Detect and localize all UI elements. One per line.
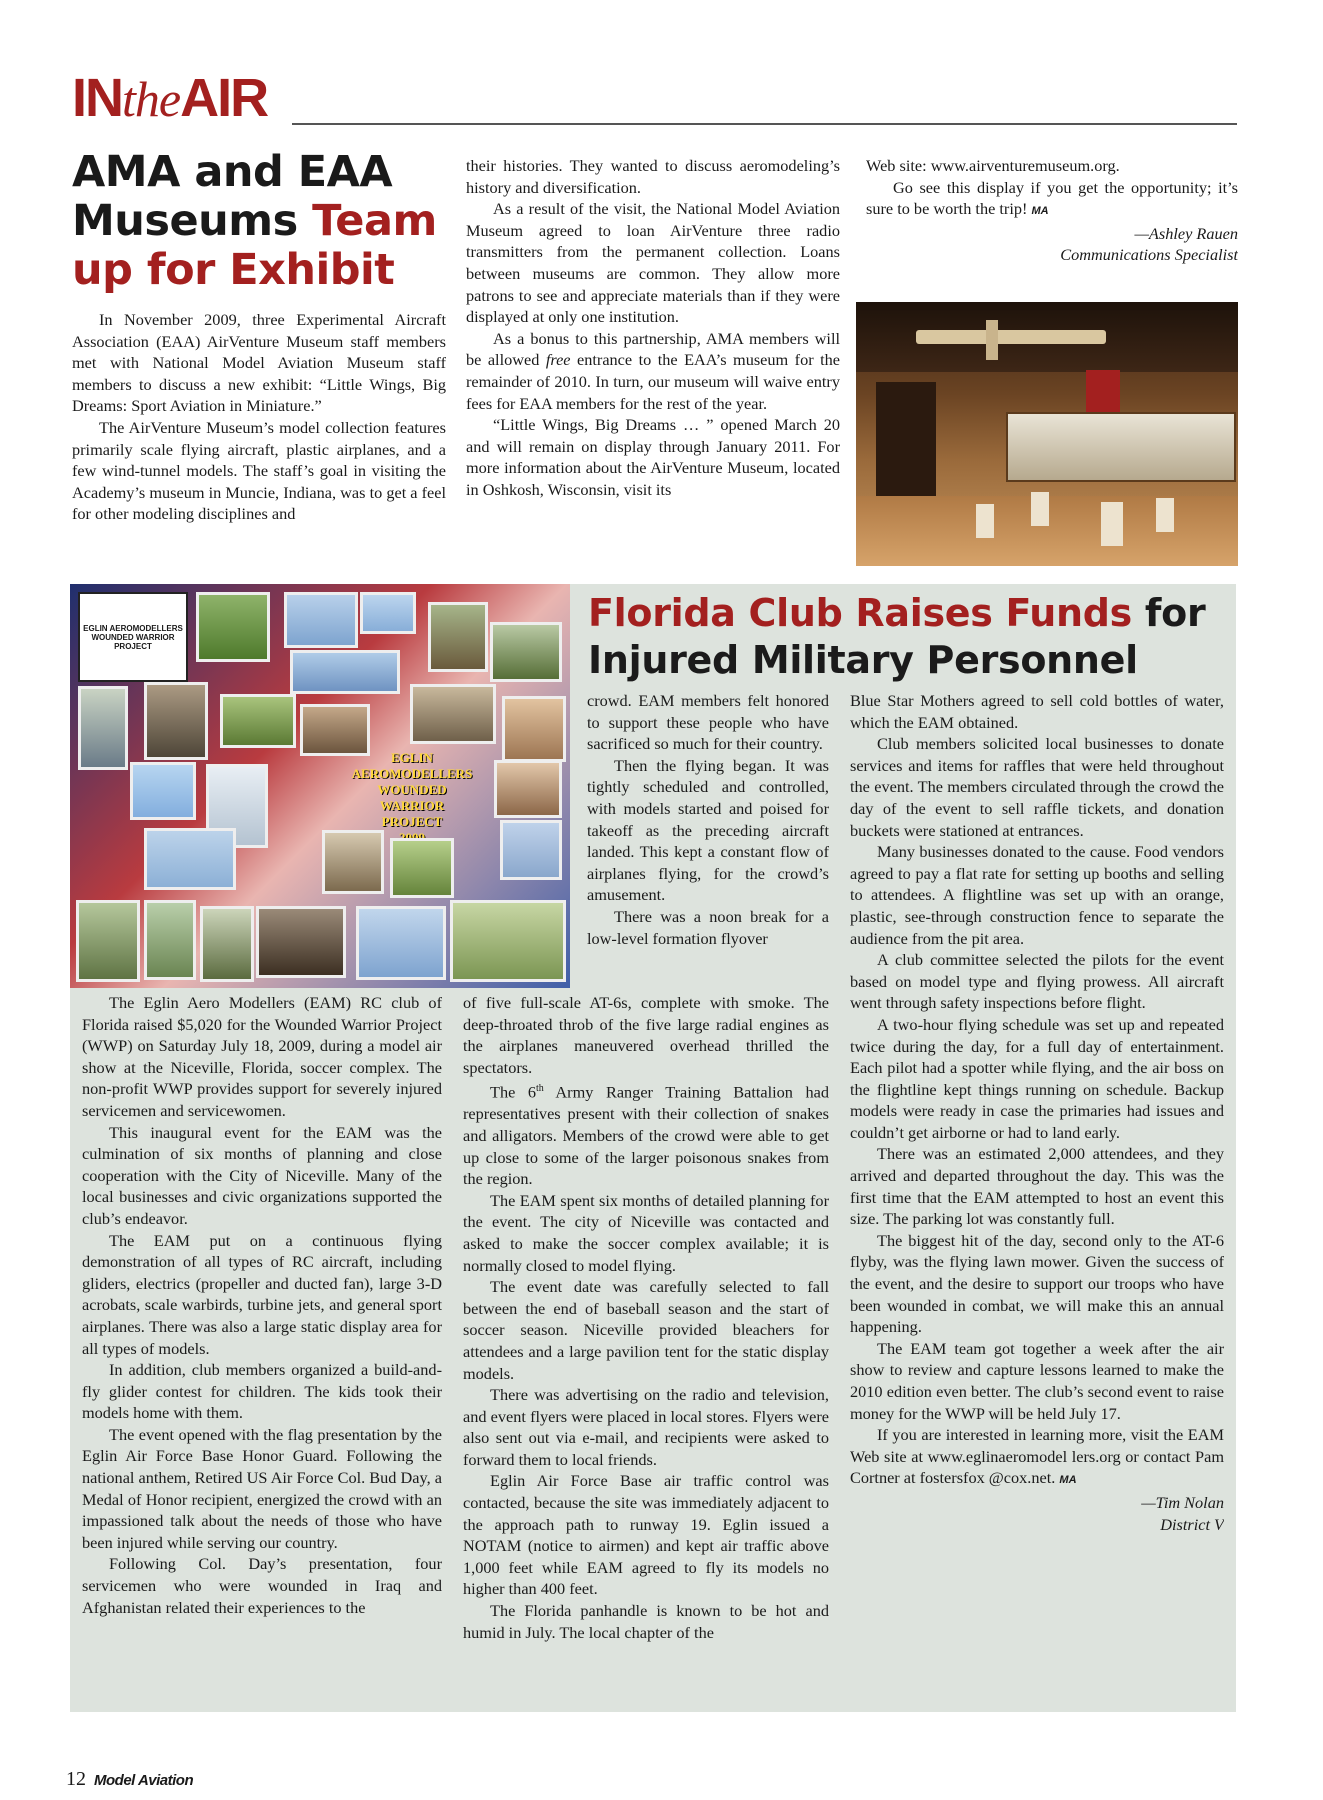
paragraph: The EAM spent six months of detailed planning for the event. The city of Niceville was contacted and asked to make the soccer complex available; it is normally closed to model flying.: [463, 1190, 829, 1275]
paragraph: If you are interested in learning more, visit the EAM Web site at www.eglinaeromodel lers.org or contact Pam Cortner at fostersfox @cox.net. MA: [850, 1425, 1224, 1488]
collage-photo: [450, 900, 566, 982]
collage-photo: [356, 906, 446, 980]
collage-photo: [390, 838, 454, 898]
paragraph: In addition, club members organized a build-and-fly glider contest for children. The kids took their models home with them.: [82, 1360, 442, 1423]
article1-column-3: [866, 155, 1238, 267]
ma-end-mark: MA: [1059, 1474, 1077, 1487]
paragraph: There was a noon break for a low-level formation flyover: [587, 906, 829, 948]
section-header: [72, 68, 1237, 128]
paragraph: The event date was carefully selected to fall between the end of baseball season and the start of soccer season. Niceville provided bleachers for attendees and a large pavilion tent for the static display models.: [463, 1277, 829, 1383]
article1-column-2: [466, 155, 840, 575]
collage-photo: [300, 704, 370, 756]
page-footer: [66, 1768, 193, 1791]
collage-photo: [220, 694, 296, 748]
paragraph: The 6th Army Ranger Training Battalion had representatives present with their collection of snakes and alligators. Members of the crowd were able to get up close to some of the larger poisonous snakes from the region.: [463, 1082, 829, 1189]
paragraph: In November 2009, three Experimental Aircraft Association (EAA) AirVenture Museum staff members met with National Model Aviation Museum staff members to discuss a new exhibit: “Little Wings, Big Dreams: Sport Aviation in Miniature.”: [72, 310, 446, 416]
collage-photo: [144, 900, 196, 980]
collage-photo: [196, 592, 270, 662]
paragraph: The EAM put on a continuous flying demonstration of all types of RC aircraft, including gliders, electrics (propeller and ducted fan), large 3-D acrobats, scale warbirds, turbine jets, and general sport airplanes. There was also a large static display area for all types of models.: [82, 1230, 442, 1358]
collage-photo: [144, 682, 208, 760]
article2-headline: Florida Club Raises Funds for Injured Military Personnel: [588, 591, 1206, 682]
paragraph: Eglin Air Force Base air traffic control was contacted, because the site was immediately adjacent to the approach path to runway 19. Eglin issued a NOTAM (notice to airmen) and kept air traffic above 1,000 feet while EAM agreed to fly its models no higher than 400 feet.: [463, 1471, 829, 1599]
author-title: District V: [1160, 1514, 1224, 1534]
paragraph: As a result of the visit, the National Model Aviation Museum agreed to loan AirVenture three radio transmitters from the permanent collection. Loans between museums are common. They allow more patrons to see and appreciate materials than if they were displayed at only one institution.: [466, 199, 840, 327]
paragraph: Then the flying began. It was tightly scheduled and controlled, with models started and poised for takeoff as the preceding aircraft landed. This kept a constant flow of airplanes flying, for the crowd’s amusement.: [587, 755, 829, 905]
section-brand-logo: INtheAIR: [72, 68, 268, 128]
paragraph: A club committee selected the pilots for the event based on model type and flying prowess. All aircraft went through safety inspections before flight.: [850, 950, 1224, 1013]
paragraph: The biggest hit of the day, second only to the AT-6 flyby, was the flying lawn mower. Given the success of the event, and the desire to support our troops who have been wounded in combat, we will make this an annual happening.: [850, 1230, 1224, 1337]
collage-photo: [494, 760, 562, 818]
paragraph: There was an estimated 2,000 attendees, and they arrived and departed throughout the day. This was the first time that the EAM attempted to host an event this size. The parking lot was constantly full.: [850, 1144, 1224, 1229]
paragraph: The Eglin Aero Modellers (EAM) RC club of Florida raised $5,020 for the Wounded Warrior Project (WWP) on Saturday July 18, 2009, during a model air show at the Niceville, Florida, soccer complex. The non-profit WWP provides support for severely injured servicemen and servicewomen.: [82, 993, 442, 1120]
paragraph: A two-hour flying schedule was set up and repeated twice during the day, for a full day of entertainment. Each pilot had a spotter while flying, and the air boss on the flightline kept things running on schedule. Backup models were ready in case the primaries had issues and couldn’t get airborne or had to land early.: [850, 1014, 1224, 1142]
header-rule: [292, 123, 1237, 125]
paragraph: “Little Wings, Big Dreams … ” opened March 20 and will remain on display through January 2011. For more information about the AirVenture Museum, located in Oshkosh, Wisconsin, visit its: [466, 415, 840, 499]
museum-exhibit-photo: [856, 302, 1238, 566]
wounded-warrior-photo-collage: [70, 584, 570, 988]
paragraph: The Florida panhandle is known to be hot and humid in July. The local chapter of the: [463, 1601, 829, 1642]
collage-photo: [290, 650, 400, 694]
paragraph: their histories. They wanted to discuss aeromodeling’s history and diversification.: [466, 156, 840, 197]
paragraph: Club members solicited local businesses to donate services and items for raffles that were held throughout the event. The members circulated through the crowd the day of the event to sell raffle tickets, and donation buckets were stationed at entrances.: [850, 734, 1224, 840]
collage-photo: [76, 900, 140, 982]
article2-column-3: [850, 690, 1224, 1702]
paragraph: This inaugural event for the EAM was the culmination of six months of planning and close cooperation with the City of Niceville. Many of the local businesses and civic organizations supported the club’s endeavor.: [82, 1122, 442, 1228]
collage-photo: [360, 592, 416, 634]
paragraph: The AirVenture Museum’s model collection features primarily scale flying aircraft, plastic airplanes, and a few wind-tunnel models. The staff’s goal in visiting the Academy’s museum in Muncie, Indiana, was to get a feel for other modeling disciplines and: [72, 417, 446, 524]
article2-column-2-upper: [587, 690, 829, 992]
collage-photo: [284, 592, 358, 648]
collage-photo: [130, 762, 196, 820]
paragraph: As a bonus to this partnership, AMA members will be allowed free entrance to the EAA’s museum for the remainder of 2010. In turn, our museum will waive entry fees for EAA members for the rest of the year.: [466, 328, 840, 413]
ma-end-mark: MA: [1031, 205, 1049, 218]
article1-column-1: [72, 309, 446, 575]
collage-photo: [428, 602, 488, 672]
article1-headline: AMA and EAA Museums Team up for Exhibit: [72, 147, 437, 295]
collage-photo: [490, 622, 562, 682]
paragraph: Blue Star Mothers agreed to sell cold bottles of water, which the EAM obtained.: [850, 691, 1224, 732]
wwp-logo: EGLIN AEROMODELLERS WOUNDED WARRIOR PROJECT: [78, 592, 188, 682]
paragraph: of five full-scale AT-6s, complete with smoke. The deep-throated throb of the five large radial engines as the airplanes maneuvered overhead thrilled the spectators.: [463, 993, 829, 1077]
article2-column-1: [82, 992, 442, 1700]
author-title: Communications Specialist: [1060, 245, 1238, 265]
collage-title: EGLIN AEROMODELLERS WOUNDED WARRIOR PROJECT: [351, 750, 473, 829]
collage-photo: [410, 684, 496, 744]
paragraph: The EAM team got together a week after the air show to review and capture lessons learned to make the 2010 edition even better. The club’s second event to raise money for the WWP will be held July 17.: [850, 1338, 1224, 1423]
paragraph: Go see this display if you get the opportunity; it’s sure to be worth the trip! MA: [866, 177, 1238, 219]
page-number: 12: [66, 1768, 86, 1790]
collage-photo: [500, 820, 562, 880]
paragraph: The event opened with the flag presentation by the Eglin Air Force Base Honor Guard. Following the national anthem, Retired US Air Force Col. Bud Day, a Medal of Honor recipient, energized the crowd with an impassioned talk about the needs of those who have been injured while serving our country.: [82, 1424, 442, 1552]
collage-photo: [256, 906, 346, 978]
paragraph: Web site: www.airventuremuseum.org.: [866, 156, 1120, 175]
paragraph: crowd. EAM members felt honored to support these people who have sacrificed so much for their country.: [587, 691, 829, 754]
publication-name: Model Aviation: [94, 1772, 194, 1789]
collage-photo: [200, 906, 254, 982]
paragraph: There was advertising on the radio and television, and event flyers were placed in local stores. Flyers were also sent out via e-mail, and recipients were asked to forward them to local friends.: [463, 1385, 829, 1469]
paragraph: Following Col. Day’s presentation, four servicemen who were wounded in Iraq and Afghanistan related their experiences to the: [82, 1554, 442, 1617]
paragraph: Many businesses donated to the cause. Food vendors agreed to pay a flat rate for setting up booths and selling to attendees. A flightline was set up with an orange, plastic, see-through construction fence to separate the audience from the pit area.: [850, 842, 1224, 948]
article2-column-2-lower: [463, 992, 829, 1700]
author-name: —Tim Nolan: [1141, 1492, 1224, 1512]
collage-photo: [78, 686, 128, 770]
author-name: —Ashley Rauen: [1134, 223, 1238, 243]
collage-photo: [502, 696, 566, 762]
collage-photo: [144, 828, 236, 890]
collage-photo: [322, 830, 384, 894]
